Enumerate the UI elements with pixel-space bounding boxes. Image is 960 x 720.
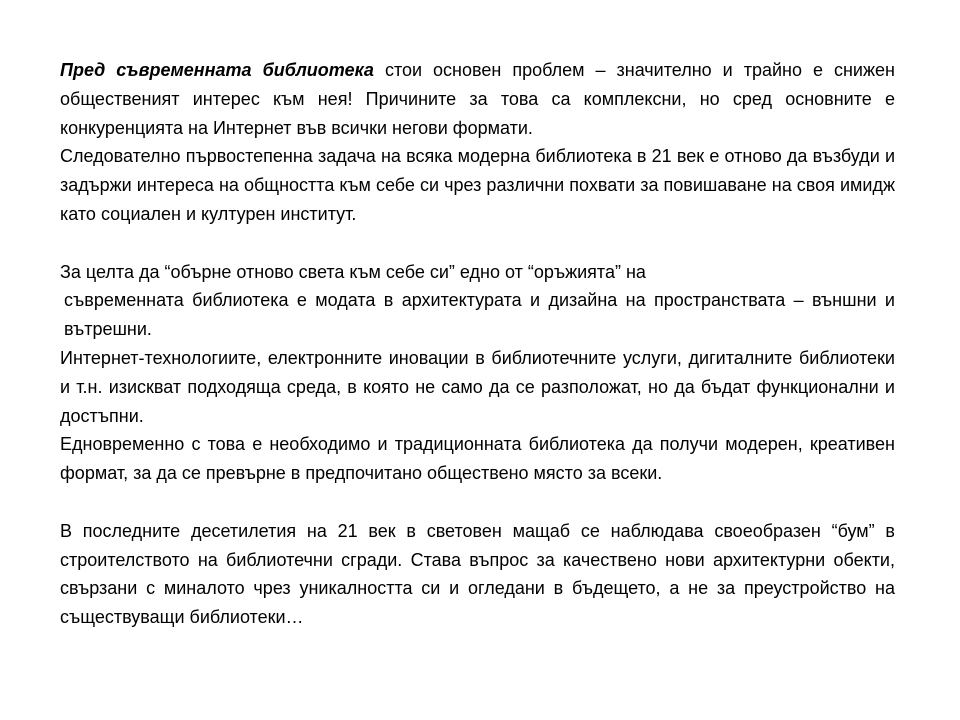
paragraph-boom: В последните десетилетия на 21 век в световен мащаб се наблюдава своеобразен “бум” в строителството на библиотечни сгради. Става въпрос за качествено нови архитектурни обекти, свързани с миналото чрез уникалността си и огледани в бъдещето, а не за преустройство на съществуващи библиотеки… bbox=[60, 520, 895, 628]
paragraph-task: Следователно първостепенна задача на всяка модерна библиотека в 21 век е отново да възбуди и задържи интереса на общността към себе си чрез различни похвати за повишаване на своя имидж като социален и културен институт. bbox=[60, 146, 895, 224]
paragraph-weapon-line1: За целта да “обърне отново света към себе си” едно от “оръжията” на bbox=[60, 261, 646, 282]
paragraph-intro-text: стои основен проблем – значително и трайно е снижен общественият интерес към нея! Причините за това са комплексни, но сред основните е конкуренцията на Интернет във всички негови формати. bbox=[60, 60, 895, 138]
paragraph-intro bbox=[60, 56, 895, 142]
blank-line bbox=[60, 488, 895, 517]
blank-line bbox=[60, 229, 895, 258]
paragraph-traditional: Едновременно с това е необходимо и традиционната библиотека да получи модерен, креативен формат, за да се превърне в предпочитано обществено място за всеки. bbox=[60, 434, 895, 484]
paragraph-internet: Интернет-технологиите, електронните иновации в библиотечните услуги, дигиталните библиотеки и т.н. изискват подходяща среда, в която не само да се разположат, но да бъдат функционални и достъпни. bbox=[60, 347, 895, 426]
text-body bbox=[60, 56, 895, 632]
paragraph-intro-lead: Пред съвременната библиотека bbox=[60, 60, 374, 80]
paragraph-weapon-line2: съвременната библиотека е модата в архитектурата и дизайна на пространствата – външни и вътрешни. bbox=[64, 290, 895, 340]
